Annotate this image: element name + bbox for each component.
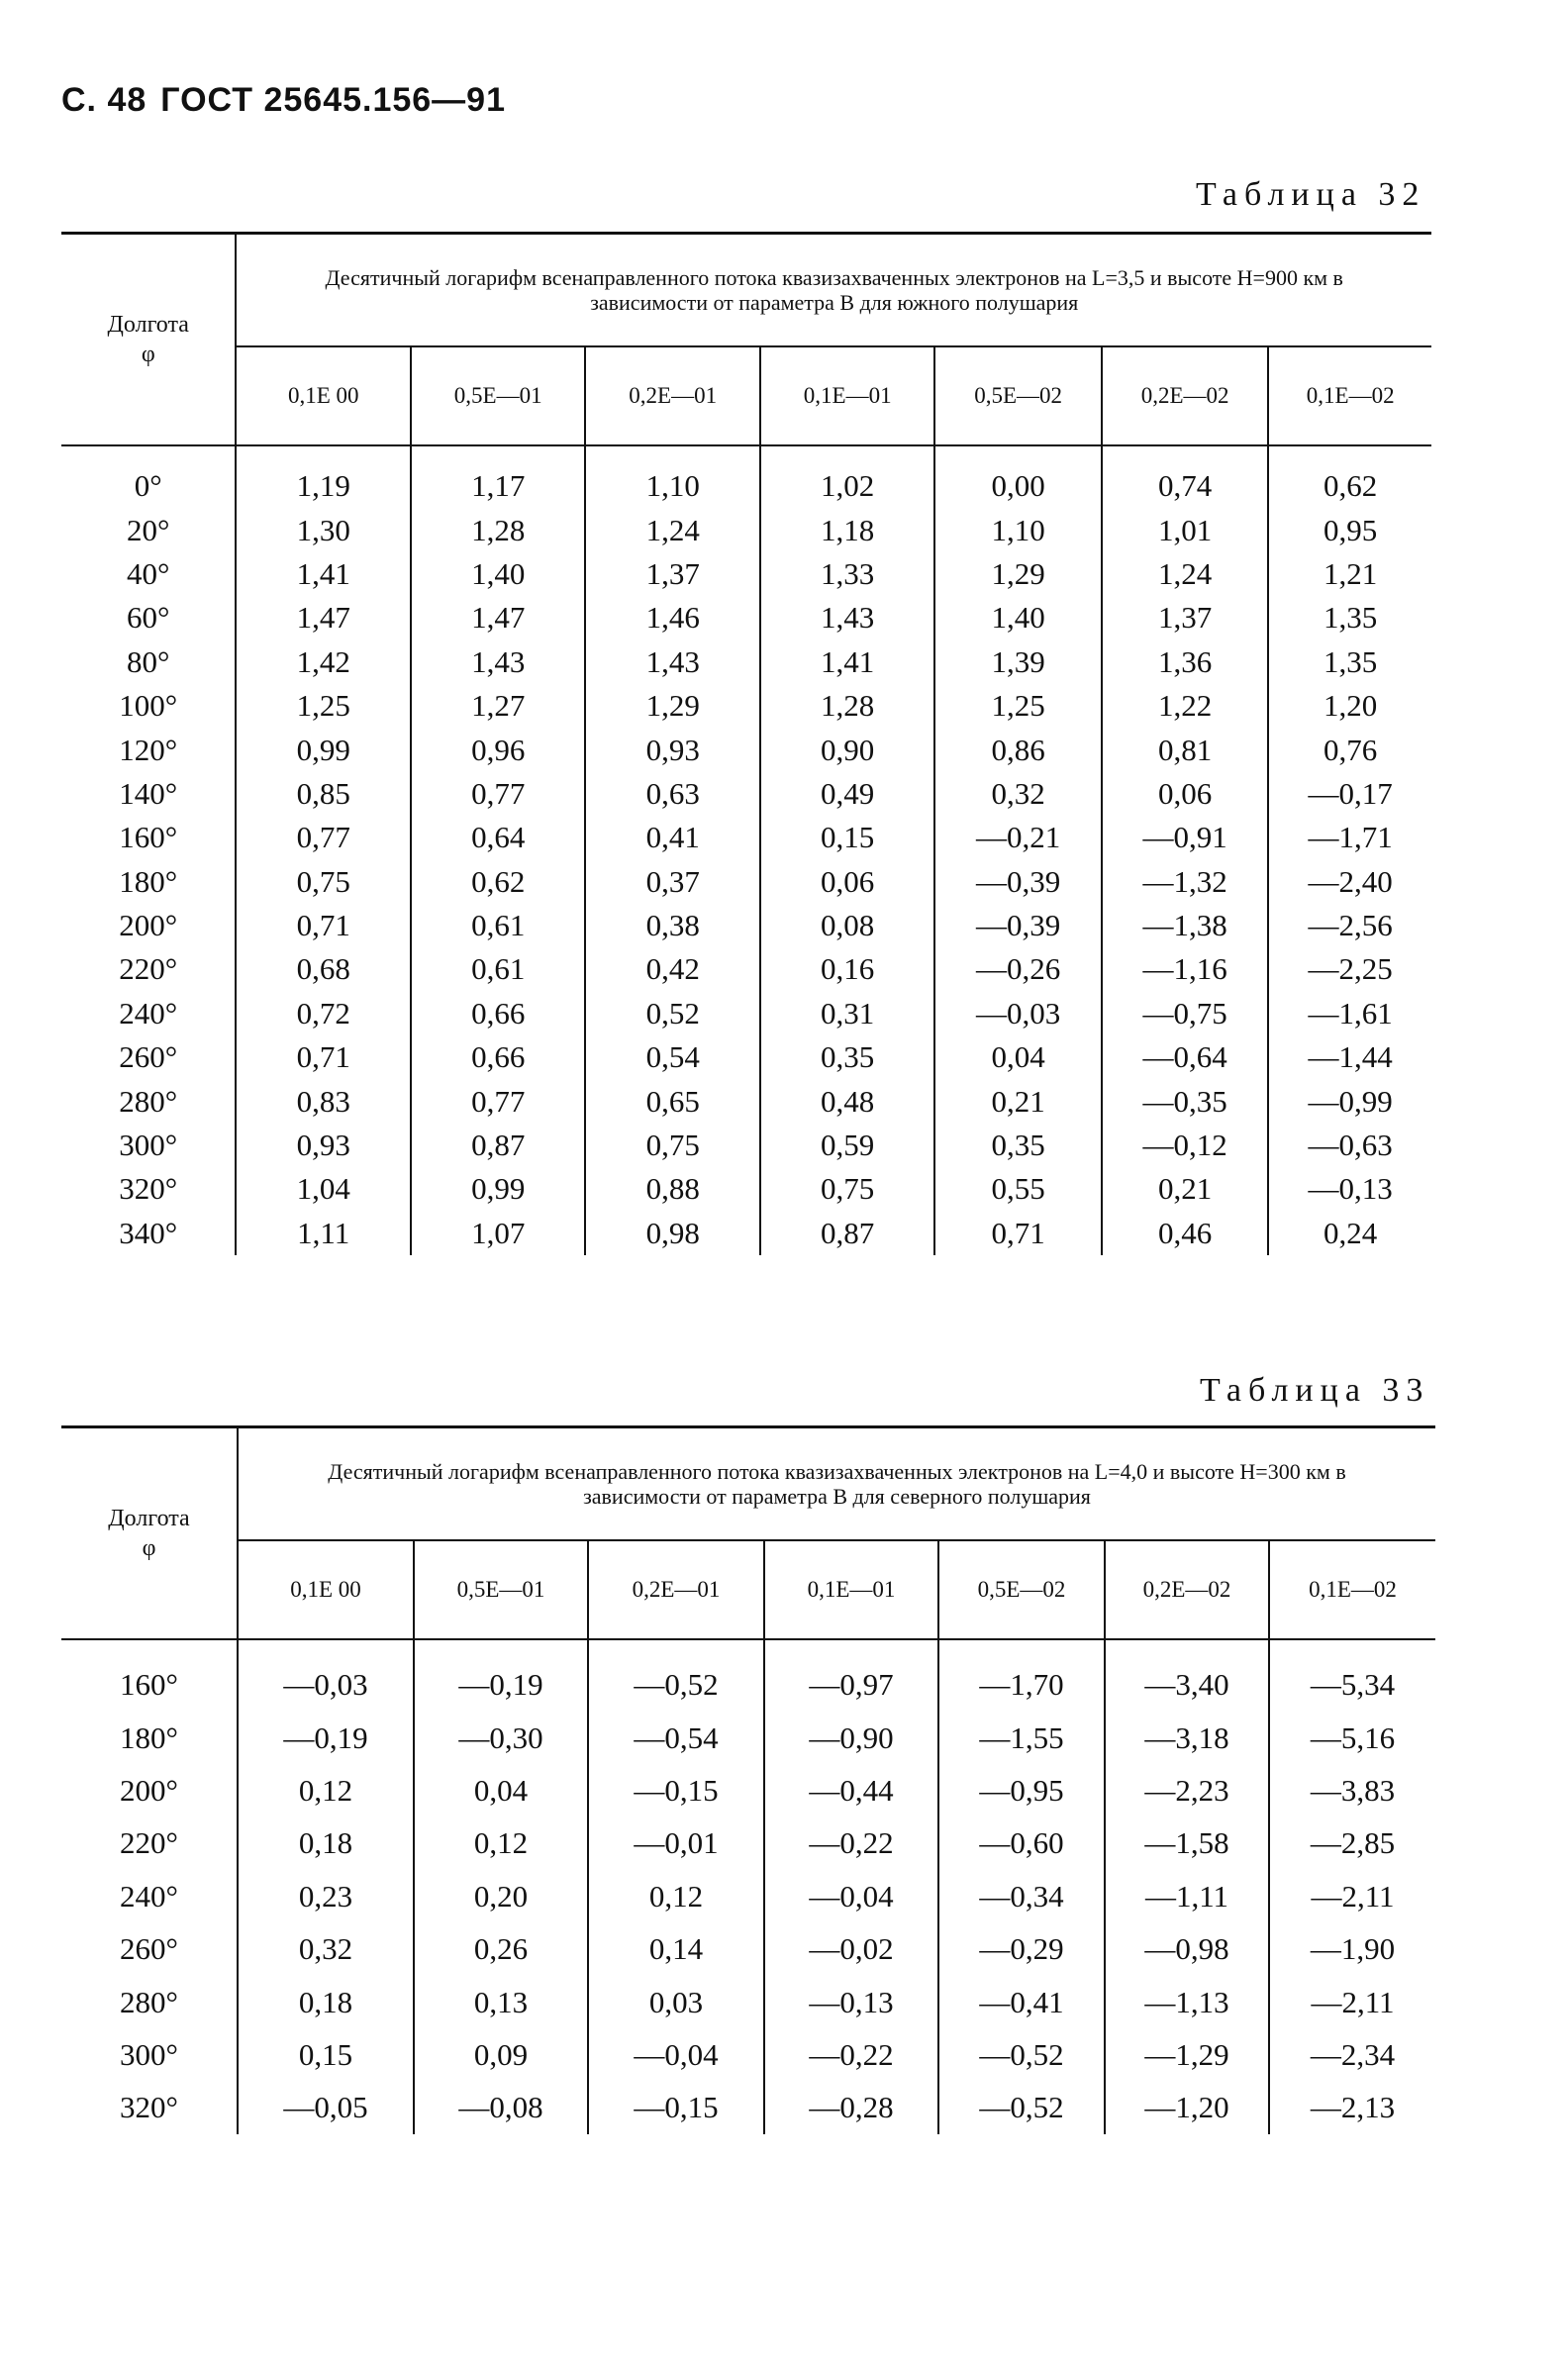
- value-cell: 0,64: [411, 816, 585, 859]
- longitude-header: [61, 1427, 238, 1640]
- spacer-cell: [588, 1639, 764, 1658]
- value-cell: —0,17: [1268, 772, 1431, 816]
- value-cell: 0,35: [934, 1124, 1101, 1167]
- table-row: [61, 1975, 1435, 2027]
- value-cell: —0,08: [414, 2081, 588, 2133]
- longitude-symbol: φ: [141, 342, 155, 367]
- value-cell: —0,97: [764, 1658, 938, 1711]
- value-cell: —3,18: [1105, 1711, 1269, 1763]
- value-cell: —0,95: [938, 1764, 1105, 1816]
- table-row: [61, 2028, 1435, 2081]
- value-cell: —0,22: [764, 2028, 938, 2081]
- value-cell: 0,83: [296, 1083, 350, 1119]
- value-cell: 0,52: [585, 992, 759, 1035]
- value-cell: 0,71: [296, 908, 350, 943]
- longitude-symbol: φ: [142, 1535, 156, 1561]
- value-cell: —5,16: [1269, 1711, 1435, 1763]
- table-row: [61, 1212, 1431, 1255]
- value-cell: 0,41: [585, 816, 759, 859]
- longitude-cell: 180°: [61, 1711, 238, 1763]
- table-row: [61, 1124, 1431, 1167]
- value-cell: 0,12: [588, 1870, 764, 1922]
- param-header-7: 0,1E—02: [1269, 1540, 1435, 1639]
- longitude-cell: 80°: [61, 640, 236, 684]
- value-cell: 0,66: [411, 992, 585, 1035]
- value-cell: 0,62: [1268, 464, 1431, 508]
- value-cell: 1,17: [411, 464, 585, 508]
- spacer-cell: [938, 1639, 1105, 1658]
- spacer-cell: [411, 445, 585, 464]
- value-cell: 1,29: [585, 684, 759, 728]
- table-row: [61, 1167, 1431, 1211]
- longitude-cell: 100°: [61, 684, 236, 728]
- value-cell: 0,66: [411, 1035, 585, 1079]
- group-header: Десятичный логарифм всенаправленного потока квазизахваченных электронов на L=3,5 и высоте H=900 км в зависимости от параметра B для южного полушария: [236, 234, 1431, 347]
- value-cell: —2,40: [1268, 860, 1431, 904]
- value-cell: 0,75: [585, 1124, 759, 1167]
- value-cell: —0,39: [934, 904, 1101, 947]
- value-cell: 1,25: [934, 684, 1101, 728]
- value-cell: —0,19: [283, 1719, 368, 1755]
- table-row: [61, 1711, 1435, 1763]
- value-cell: 0,13: [414, 1975, 588, 2027]
- value-cell: 1,21: [1268, 552, 1431, 596]
- table-row: [61, 640, 1431, 684]
- value-cell: 0,12: [414, 1816, 588, 1869]
- value-cell: —1,20: [1105, 2081, 1269, 2133]
- table-row: [61, 904, 1431, 947]
- page-header: [61, 81, 520, 120]
- value-cell: 0,76: [1268, 728, 1431, 771]
- spacer-cell: [764, 1639, 938, 1658]
- longitude-label: Долгота: [108, 1506, 190, 1531]
- value-cell: —0,26: [934, 947, 1101, 991]
- value-cell: 0,63: [585, 772, 759, 816]
- value-cell: —0,91: [1102, 816, 1268, 859]
- value-cell: 1,33: [760, 552, 934, 596]
- value-cell: 0,77: [411, 772, 585, 816]
- value-cell: —0,04: [588, 2028, 764, 2081]
- value-cell: —0,64: [1102, 1035, 1268, 1079]
- value-cell: 0,03: [588, 1975, 764, 2027]
- table-33-caption: Таблица 33: [1200, 1372, 1430, 1409]
- value-cell: 0,87: [760, 1212, 934, 1255]
- param-header-6: 0,2E—02: [1102, 346, 1268, 445]
- value-cell: 0,90: [760, 728, 934, 771]
- value-cell: —1,44: [1268, 1035, 1431, 1079]
- value-cell: —1,11: [1105, 1870, 1269, 1922]
- longitude-cell: 160°: [61, 1658, 238, 1711]
- value-cell: 0,68: [296, 951, 350, 987]
- value-cell: 0,38: [585, 904, 759, 947]
- table-row: [61, 816, 1431, 859]
- table-row: [61, 992, 1431, 1035]
- value-cell: —0,21: [934, 816, 1101, 859]
- value-cell: 1,43: [585, 640, 759, 684]
- param-header-3: 0,2E—01: [585, 346, 759, 445]
- spacer-cell: [1102, 445, 1268, 464]
- value-cell: 0,93: [585, 728, 759, 771]
- value-cell: 0,32: [298, 1931, 353, 1967]
- table-32: [61, 232, 1431, 1255]
- longitude-cell: 20°: [61, 508, 236, 551]
- value-cell: —1,90: [1269, 1922, 1435, 1975]
- spacer-cell: [414, 1639, 588, 1658]
- value-cell: 0,95: [1268, 508, 1431, 551]
- value-cell: 0,85: [296, 775, 350, 811]
- longitude-cell: 200°: [61, 1764, 238, 1816]
- value-cell: —0,52: [588, 1658, 764, 1711]
- value-cell: 0,72: [296, 995, 350, 1031]
- value-cell: 0,23: [298, 1878, 353, 1914]
- longitude-cell: 160°: [61, 816, 236, 859]
- value-cell: —2,23: [1105, 1764, 1269, 1816]
- page-number: С. 48: [61, 81, 147, 119]
- value-cell: 0,26: [414, 1922, 588, 1975]
- value-cell: —0,41: [938, 1975, 1105, 2027]
- value-cell: 1,40: [411, 552, 585, 596]
- longitude-cell: 320°: [61, 1167, 236, 1211]
- value-cell: 1,18: [760, 508, 934, 551]
- value-cell: —1,16: [1102, 947, 1268, 991]
- value-cell: —0,13: [1268, 1167, 1431, 1211]
- value-cell: 1,37: [585, 552, 759, 596]
- value-cell: 0,75: [296, 863, 350, 899]
- value-cell: —0,12: [1102, 1124, 1268, 1167]
- value-cell: —0,22: [764, 1816, 938, 1869]
- value-cell: 1,40: [934, 596, 1101, 639]
- group-header: Десятичный логарифм всенаправленного потока квазизахваченных электронов на L=4,0 и высоте H=300 км в зависимости от параметра B для северного полушария: [238, 1427, 1435, 1541]
- table-32-caption: Таблица 32: [1196, 176, 1426, 213]
- table-row: [61, 2081, 1435, 2133]
- value-cell: 1,25: [296, 688, 350, 724]
- value-cell: 0,61: [411, 904, 585, 947]
- value-cell: 0,04: [934, 1035, 1101, 1079]
- value-cell: —1,29: [1105, 2028, 1269, 2081]
- value-cell: 1,30: [296, 512, 350, 547]
- value-cell: 0,54: [585, 1035, 759, 1079]
- longitude-cell: 200°: [61, 904, 236, 947]
- table-row: [61, 552, 1431, 596]
- param-header-4: 0,1E—01: [760, 346, 934, 445]
- value-cell: —1,70: [938, 1658, 1105, 1711]
- value-cell: —2,11: [1269, 1870, 1435, 1922]
- table-row: [61, 1764, 1435, 1816]
- table-row: [61, 684, 1431, 728]
- value-cell: 0,16: [760, 947, 934, 991]
- value-cell: 0,61: [411, 947, 585, 991]
- value-cell: 0,37: [585, 860, 759, 904]
- longitude-cell: 340°: [61, 1212, 236, 1255]
- longitude-cell: 140°: [61, 772, 236, 816]
- value-cell: —1,32: [1102, 860, 1268, 904]
- value-cell: 0,93: [296, 1128, 350, 1163]
- value-cell: 1,28: [411, 508, 585, 551]
- value-cell: 1,24: [1102, 552, 1268, 596]
- spacer-cell: [61, 1639, 238, 1658]
- value-cell: 1,41: [760, 640, 934, 684]
- value-cell: 0,35: [760, 1035, 934, 1079]
- longitude-cell: 0°: [61, 464, 236, 508]
- value-cell: 0,74: [1102, 464, 1268, 508]
- longitude-cell: 280°: [61, 1079, 236, 1123]
- standard-code: ГОСТ 25645.156—91: [160, 81, 506, 119]
- value-cell: 0,06: [760, 860, 934, 904]
- value-cell: 0,12: [298, 1772, 353, 1808]
- param-header-5: 0,5E—02: [938, 1540, 1105, 1639]
- param-header-1: 0,1E 00: [238, 1540, 414, 1639]
- longitude-cell: 280°: [61, 1975, 238, 2027]
- spacer-cell: [760, 445, 934, 464]
- value-cell: 0,88: [585, 1167, 759, 1211]
- longitude-cell: 300°: [61, 2028, 238, 2081]
- value-cell: —0,75: [1102, 992, 1268, 1035]
- longitude-cell: 220°: [61, 947, 236, 991]
- value-cell: 0,08: [760, 904, 934, 947]
- longitude-cell: 240°: [61, 1870, 238, 1922]
- value-cell: —0,98: [1105, 1922, 1269, 1975]
- value-cell: 1,29: [934, 552, 1101, 596]
- value-cell: 1,43: [760, 596, 934, 639]
- value-cell: 1,36: [1102, 640, 1268, 684]
- longitude-cell: 120°: [61, 728, 236, 771]
- value-cell: —1,58: [1105, 1816, 1269, 1869]
- value-cell: —0,19: [414, 1658, 588, 1711]
- value-cell: —0,04: [764, 1870, 938, 1922]
- longitude-header: [61, 234, 236, 446]
- spacer-row: [61, 445, 1431, 464]
- value-cell: 0,15: [760, 816, 934, 859]
- longitude-cell: 260°: [61, 1035, 236, 1079]
- value-cell: 0,48: [760, 1079, 934, 1123]
- value-cell: 0,99: [296, 732, 350, 767]
- param-header-5: 0,5E—02: [934, 346, 1101, 445]
- value-cell: 1,07: [411, 1212, 585, 1255]
- value-cell: —0,90: [764, 1711, 938, 1763]
- value-cell: 0,46: [1102, 1212, 1268, 1255]
- value-cell: —0,52: [938, 2028, 1105, 2081]
- value-cell: 1,10: [585, 464, 759, 508]
- value-cell: —0,29: [938, 1922, 1105, 1975]
- param-header-7: 0,1E—02: [1268, 346, 1431, 445]
- longitude-cell: 40°: [61, 552, 236, 596]
- value-cell: 0,86: [934, 728, 1101, 771]
- table-row: [61, 1079, 1431, 1123]
- longitude-label: Долгота: [107, 312, 189, 338]
- value-cell: 1,04: [296, 1171, 350, 1207]
- value-cell: 0,31: [760, 992, 934, 1035]
- value-cell: 0,96: [411, 728, 585, 771]
- value-cell: 1,10: [934, 508, 1101, 551]
- value-cell: 1,20: [1268, 684, 1431, 728]
- value-cell: —2,56: [1268, 904, 1431, 947]
- table-row: [61, 728, 1431, 771]
- value-cell: 1,11: [297, 1215, 350, 1250]
- longitude-cell: 260°: [61, 1922, 238, 1975]
- value-cell: 1,01: [1102, 508, 1268, 551]
- value-cell: —0,15: [588, 1764, 764, 1816]
- value-cell: —1,71: [1268, 816, 1431, 859]
- value-cell: —1,13: [1105, 1975, 1269, 2027]
- value-cell: —1,61: [1268, 992, 1431, 1035]
- value-cell: —2,11: [1269, 1975, 1435, 2027]
- longitude-cell: 60°: [61, 596, 236, 639]
- value-cell: 0,18: [298, 1984, 353, 2019]
- value-cell: —3,40: [1105, 1658, 1269, 1711]
- value-cell: 1,41: [296, 555, 350, 591]
- value-cell: 1,28: [760, 684, 934, 728]
- value-cell: —0,03: [283, 1667, 368, 1703]
- table-row: [61, 1922, 1435, 1975]
- value-cell: —0,28: [764, 2081, 938, 2133]
- value-cell: —0,63: [1268, 1124, 1431, 1167]
- value-cell: —0,15: [588, 2081, 764, 2133]
- value-cell: 0,18: [298, 1825, 353, 1861]
- value-cell: 0,62: [411, 860, 585, 904]
- spacer-cell: [236, 445, 410, 464]
- value-cell: 1,35: [1268, 596, 1431, 639]
- value-cell: 0,81: [1102, 728, 1268, 771]
- value-cell: —0,60: [938, 1816, 1105, 1869]
- value-cell: 1,27: [411, 684, 585, 728]
- table-row: [61, 947, 1431, 991]
- longitude-cell: 300°: [61, 1124, 236, 1167]
- value-cell: 0,98: [585, 1212, 759, 1255]
- value-cell: 1,19: [296, 468, 350, 504]
- value-cell: 0,59: [760, 1124, 934, 1167]
- value-cell: 0,32: [934, 772, 1101, 816]
- table-33-body: [61, 1639, 1435, 2134]
- spacer-cell: [1269, 1639, 1435, 1658]
- value-cell: 1,35: [1268, 640, 1431, 684]
- spacer-cell: [1105, 1639, 1269, 1658]
- value-cell: 0,04: [414, 1764, 588, 1816]
- value-cell: —0,54: [588, 1711, 764, 1763]
- table-row: [61, 1870, 1435, 1922]
- value-cell: 0,65: [585, 1079, 759, 1123]
- value-cell: 0,99: [411, 1167, 585, 1211]
- value-cell: 1,46: [585, 596, 759, 639]
- table-row: [61, 464, 1431, 508]
- spacer-cell: [1268, 445, 1431, 464]
- value-cell: 0,71: [934, 1212, 1101, 1255]
- table-row: [61, 508, 1431, 551]
- value-cell: 1,47: [411, 596, 585, 639]
- table-33: [61, 1425, 1435, 2134]
- value-cell: —2,85: [1269, 1816, 1435, 1869]
- value-cell: 0,55: [934, 1167, 1101, 1211]
- value-cell: 0,09: [414, 2028, 588, 2081]
- value-cell: 1,24: [585, 508, 759, 551]
- longitude-cell: 240°: [61, 992, 236, 1035]
- longitude-cell: 180°: [61, 860, 236, 904]
- value-cell: —5,34: [1269, 1658, 1435, 1711]
- value-cell: 0,77: [411, 1079, 585, 1123]
- value-cell: 0,75: [760, 1167, 934, 1211]
- spacer-row: [61, 1639, 1435, 1658]
- value-cell: —0,52: [938, 2081, 1105, 2133]
- value-cell: 1,02: [760, 464, 934, 508]
- value-cell: 0,21: [934, 1079, 1101, 1123]
- value-cell: 0,49: [760, 772, 934, 816]
- param-header-2: 0,5E—01: [411, 346, 585, 445]
- table-row: [61, 860, 1431, 904]
- value-cell: 0,20: [414, 1870, 588, 1922]
- spacer-cell: [238, 1639, 414, 1658]
- param-header-3: 0,2E—01: [588, 1540, 764, 1639]
- param-header-1: 0,1E 00: [236, 346, 410, 445]
- spacer-cell: [61, 445, 236, 464]
- value-cell: 1,42: [296, 643, 350, 679]
- value-cell: 1,43: [411, 640, 585, 684]
- value-cell: —1,55: [938, 1711, 1105, 1763]
- param-header-2: 0,5E—01: [414, 1540, 588, 1639]
- spacer-cell: [585, 445, 759, 464]
- value-cell: —2,13: [1269, 2081, 1435, 2133]
- value-cell: —0,44: [764, 1764, 938, 1816]
- value-cell: —2,34: [1269, 2028, 1435, 2081]
- value-cell: 0,24: [1268, 1212, 1431, 1255]
- value-cell: —0,35: [1102, 1079, 1268, 1123]
- value-cell: —0,01: [588, 1816, 764, 1869]
- table-row: [61, 772, 1431, 816]
- table-32-body: [61, 445, 1431, 1255]
- value-cell: —0,03: [934, 992, 1101, 1035]
- value-cell: —0,05: [283, 2090, 368, 2125]
- table-row: [61, 1035, 1431, 1079]
- table-row: [61, 1816, 1435, 1869]
- value-cell: 0,87: [411, 1124, 585, 1167]
- param-header-4: 0,1E—01: [764, 1540, 938, 1639]
- value-cell: —3,83: [1269, 1764, 1435, 1816]
- table-row: [61, 1658, 1435, 1711]
- value-cell: —1,38: [1102, 904, 1268, 947]
- value-cell: —0,99: [1268, 1079, 1431, 1123]
- value-cell: 1,37: [1102, 596, 1268, 639]
- param-header-row: [61, 346, 1431, 445]
- value-cell: 1,22: [1102, 684, 1268, 728]
- longitude-cell: 320°: [61, 2081, 238, 2133]
- value-cell: 0,14: [588, 1922, 764, 1975]
- table-row: [61, 596, 1431, 639]
- value-cell: 0,00: [934, 464, 1101, 508]
- value-cell: 0,06: [1102, 772, 1268, 816]
- value-cell: —0,13: [764, 1975, 938, 2027]
- value-cell: —0,34: [938, 1870, 1105, 1922]
- value-cell: —0,39: [934, 860, 1101, 904]
- value-cell: 0,42: [585, 947, 759, 991]
- value-cell: 0,71: [296, 1039, 350, 1075]
- value-cell: 0,15: [298, 2036, 353, 2072]
- value-cell: 0,21: [1102, 1167, 1268, 1211]
- longitude-cell: 220°: [61, 1816, 238, 1869]
- value-cell: —2,25: [1268, 947, 1431, 991]
- value-cell: —0,30: [414, 1711, 588, 1763]
- param-header-6: 0,2E—02: [1105, 1540, 1269, 1639]
- value-cell: —0,02: [764, 1922, 938, 1975]
- param-header-row: [61, 1540, 1435, 1639]
- value-cell: 1,39: [934, 640, 1101, 684]
- spacer-cell: [934, 445, 1101, 464]
- value-cell: 1,47: [296, 600, 350, 636]
- value-cell: 0,77: [296, 820, 350, 855]
